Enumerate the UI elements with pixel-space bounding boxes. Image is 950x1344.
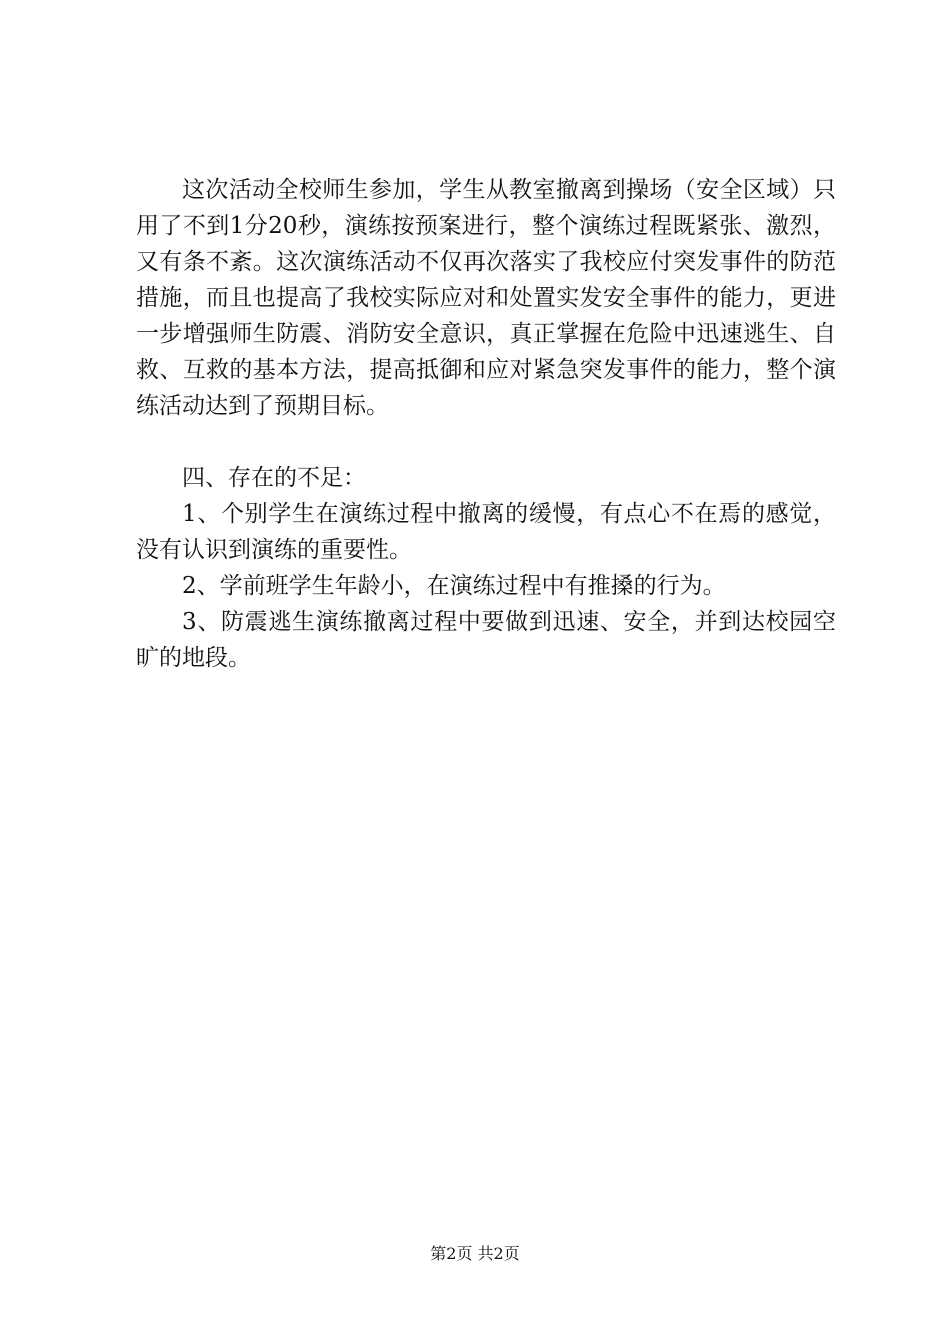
document-body [136, 172, 836, 676]
paragraph-spacer [136, 424, 836, 460]
list-item: 1、个别学生在演练过程中撤离的缓慢，有点心不在焉的感觉，没有认识到演练的重要性。 [136, 501, 836, 563]
list-item: 2、学前班学生年龄小，在演练过程中有推搡的行为。 [182, 573, 726, 599]
section-heading: 四、存在的不足： [182, 465, 366, 491]
list-item: 3、防震逃生演练撤离过程中要做到迅速、安全，并到达校园空旷的地段。 [136, 609, 836, 671]
page-footer: 第2页 共2页 [430, 1244, 520, 1263]
body-paragraph: 这次活动全校师生参加，学生从教室撤离到操场（安全区域）只用了不到1分20秒，演练按预案进行，整个演练过程既紧张、激烈，又有条不紊。这次演练活动不仅再次落实了我校应付突发事件的防范措施，而且也提高了我校实际应对和处置实发安全事件的能力，更进一步增强师生防震、消防安全意识，真正掌握在危险中迅速逃生、自救、互救的基本方法，提高抵御和应对紧急突发事件的能力，整个演练活动达到了预期目标。 [136, 177, 836, 419]
